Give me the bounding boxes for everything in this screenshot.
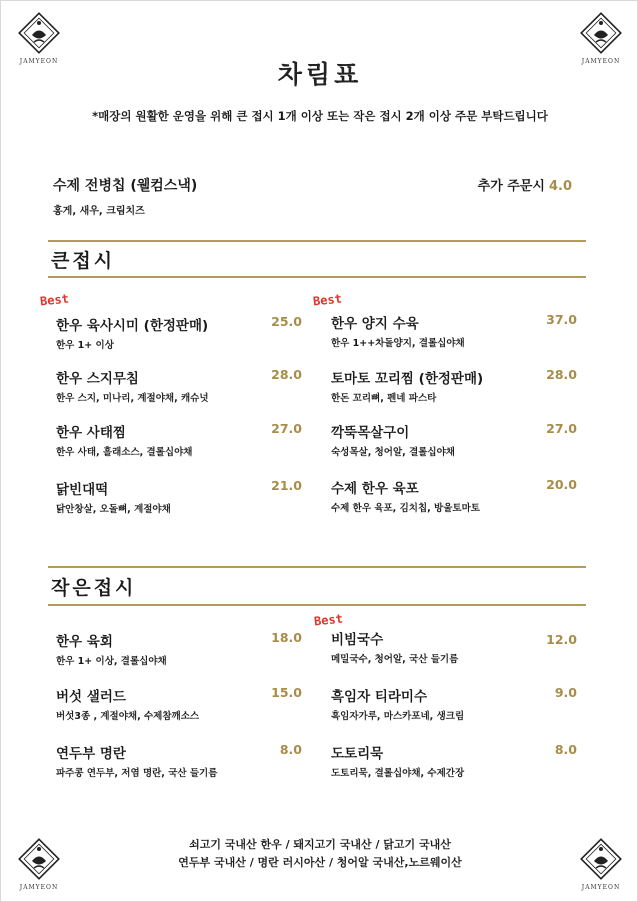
welcome-snack-name: 수제 전병칩 (웰컴스낵): [53, 178, 198, 194]
menu-item-price: 12.0: [546, 632, 577, 647]
welcome-snack-desc: 홍게, 새우, 크림치즈: [53, 206, 145, 217]
section-title-small: 작은접시: [51, 577, 137, 599]
menu-item-desc: 수제 한우 육포, 김치칩, 방울토마토: [331, 503, 480, 514]
menu-item-price: 21.0: [271, 478, 302, 493]
menu-item-name: 토마토 꼬리찜 (한정판매): [331, 371, 484, 387]
divider-large-bottom: [48, 276, 586, 278]
menu-item-name: 흑임자 티라미수: [331, 689, 427, 705]
menu-item-price: 37.0: [546, 312, 577, 327]
menu-item: [56, 421, 302, 461]
divider-small-bottom: [48, 604, 586, 606]
menu-item: [56, 478, 302, 518]
logo-text: JAMYEON: [581, 58, 621, 65]
menu-item-name: 한우 육회: [56, 634, 113, 650]
menu-item-desc: 메밀국수, 청어알, 국산 들기름: [331, 654, 459, 665]
menu-item-desc: 파주콩 연두부, 저염 명란, 국산 들기름: [56, 768, 218, 779]
order-notice: *매장의 원활한 운영을 위해 큰 접시 1개 이상 또는 작은 접시 2개 이상 주문 부탁드립니다: [92, 109, 548, 123]
menu-item-desc: 한돈 꼬리뼈, 펜네 파스타: [331, 393, 437, 404]
menu-item-name: 버섯 샐러드: [56, 689, 126, 705]
menu-item-name: 깍뚝목살구이: [331, 425, 410, 441]
menu-item-price: 27.0: [546, 421, 577, 436]
menu-item-desc: 한우 1+ 이상, 결롤십야채: [56, 656, 167, 667]
menu-item-price: 15.0: [271, 685, 302, 700]
menu-item-desc: 한우 스지, 미나리, 계절야채, 캐슈넛: [56, 393, 209, 404]
menu-item-desc: 숙성목살, 청어알, 결롤십야채: [331, 447, 455, 458]
menu-item-desc: 한우 사태, 흘래소스, 결롤십야채: [56, 447, 193, 458]
menu-item-price: 18.0: [271, 630, 302, 645]
menu-item-name: 닭빈대떡: [56, 482, 109, 498]
menu-item-name: 연두부 명란: [56, 746, 126, 762]
menu-item-name: 도토리묵: [331, 746, 384, 762]
menu-item: [56, 685, 302, 725]
origin-info-line-2: 연두부 국내산 / 명란 러시아산 / 청어알 국내산,노르웨이산: [178, 856, 462, 869]
welcome-snack-price: [478, 175, 572, 194]
origin-info-line-1: 쇠고기 국내산 한우 / 돼지고기 국내산 / 닭고기 국내산: [189, 838, 451, 851]
menu-item: [56, 742, 302, 782]
logo-emblem-icon: [15, 9, 63, 57]
menu-item-name: 한우 양지 수육: [331, 316, 419, 332]
menu-item-price: 25.0: [271, 314, 302, 329]
best-badge: Best: [312, 291, 343, 309]
menu-item-name: 비빔국수: [331, 632, 384, 648]
menu-item-price: 8.0: [554, 742, 577, 757]
best-badge: Best: [39, 291, 70, 309]
menu-item-desc: 도토리묵, 결롤십야채, 수제간장: [331, 768, 465, 779]
menu-item-price: 20.0: [546, 477, 577, 492]
logo-emblem-icon: [577, 9, 625, 57]
menu-item: [331, 312, 577, 352]
menu-item-name: 한우 육사시미 (한정판매): [56, 318, 209, 334]
welcome-price-value: 4.0: [548, 179, 572, 194]
menu-item: [56, 630, 302, 670]
menu-item: [331, 367, 577, 407]
page-title: 차림표: [277, 60, 363, 89]
logo-text: JAMYEON: [19, 58, 59, 65]
menu-item-price: 8.0: [279, 742, 302, 757]
menu-item-name: 한우 사태찜: [56, 425, 126, 441]
divider-large-top: [48, 240, 586, 242]
menu-item-name: 한우 스지무침: [56, 371, 139, 387]
divider-small-top: [48, 566, 586, 568]
menu-item: [331, 477, 577, 517]
menu-item: [331, 685, 577, 725]
menu-item-desc: 한우 1+ 이상: [56, 340, 114, 351]
menu-item: [56, 367, 302, 407]
menu-item-desc: 흑임자가루, 마스카포네, 생크림: [331, 711, 465, 722]
menu-item: [331, 421, 577, 461]
best-badge: Best: [313, 611, 344, 629]
menu-item-desc: 버섯3종 , 계절야채, 수제참깨소스: [56, 711, 200, 722]
menu-item-desc: 한우 1++차돌양지, 결롤십야채: [331, 338, 465, 349]
menu-item-price: 28.0: [271, 367, 302, 382]
menu-item-desc: 닭안창살, 오돌뼈, 계절야채: [56, 504, 171, 515]
menu-item: [331, 742, 577, 782]
welcome-price-label: 추가 주문시: [477, 179, 545, 194]
logo-text: JAMYEON: [581, 884, 621, 891]
menu-item: [56, 314, 302, 354]
menu-item-name: 수제 한우 육포: [331, 481, 419, 497]
menu-item-price: 28.0: [546, 367, 577, 382]
menu-item-price: 9.0: [554, 685, 577, 700]
menu-item: [331, 628, 577, 668]
section-title-large: 큰접시: [51, 250, 116, 272]
menu-item-price: 27.0: [271, 421, 302, 436]
logo-text: JAMYEON: [19, 884, 59, 891]
